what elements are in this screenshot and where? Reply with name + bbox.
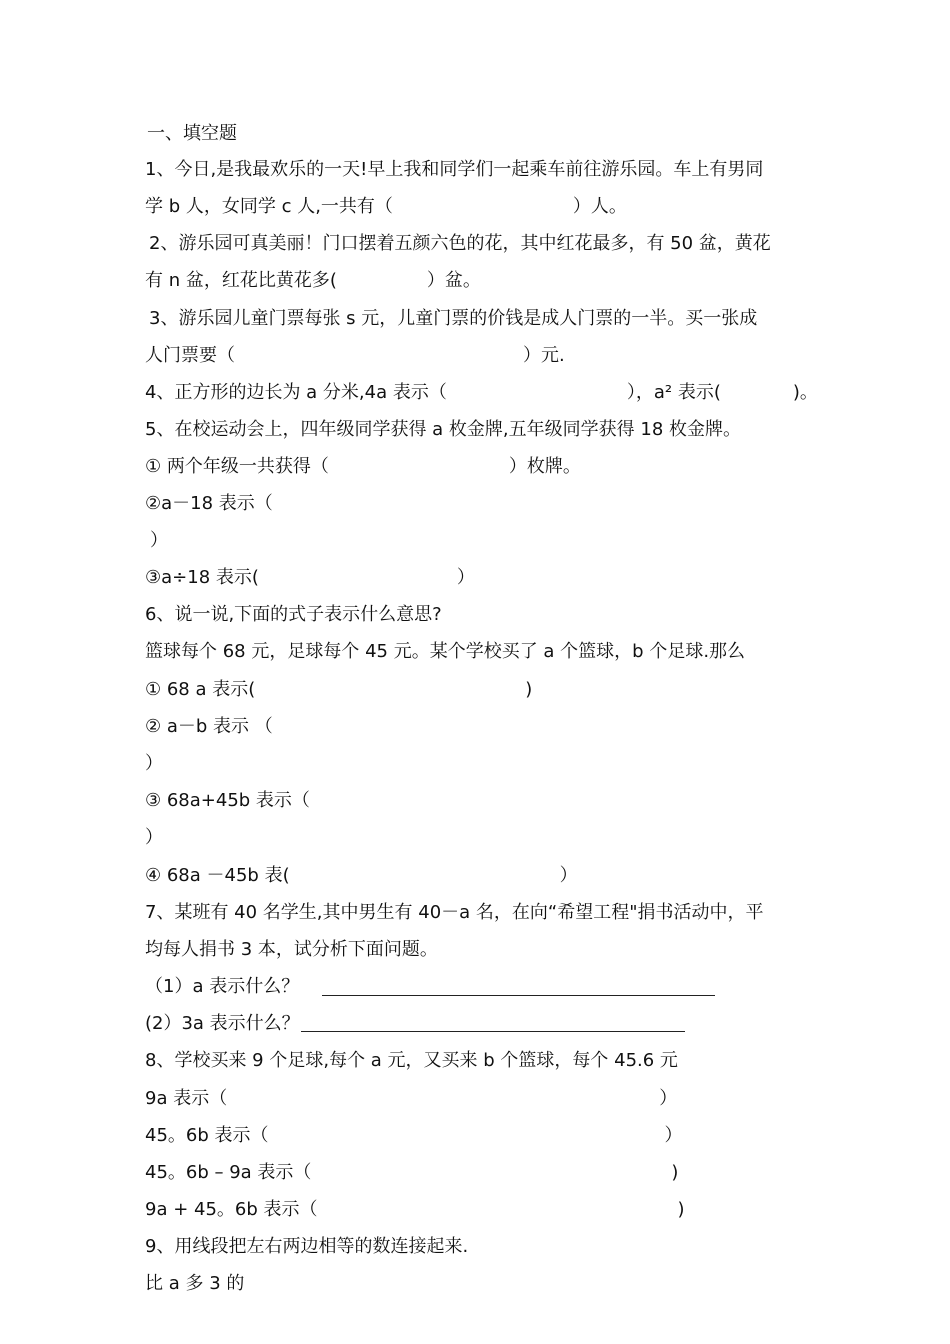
- q3-line2: 人门票要（ ）元.: [145, 345, 565, 366]
- q6-sub2: ② a－b 表示 （: [145, 716, 273, 737]
- q7-sub1-answer-line: [322, 995, 715, 996]
- q8-sub4: 9a + 45。6b 表示（ ): [145, 1199, 685, 1220]
- q8-sub2: 45。6b 表示（ ）: [145, 1125, 683, 1146]
- q5-sub2: ②a－18 表示（: [145, 493, 273, 514]
- q2-line1: 2、游乐园可真美丽！门口摆着五颜六色的花，其中红花最多，有 50 盆，黄花: [149, 233, 771, 254]
- q7-line1: 7、某班有 40 名学生,其中男生有 40－a 名，在向“希望工程"捐书活动中，平: [145, 902, 764, 923]
- q6-sub1: ① 68 a 表示( ): [145, 679, 533, 700]
- q5-sub3: ③a÷18 表示( ）: [145, 567, 475, 588]
- q4-line: 4、正方形的边长为 a 分米,4a 表示（ ），a² 表示( )。: [145, 382, 818, 403]
- q6-line2: 篮球每个 68 元，足球每个 45 元。某个学校买了 a 个篮球，b 个足球.那么: [145, 641, 746, 662]
- q5-sub1: ① 两个年级一共获得（ ）枚牌。: [145, 456, 581, 477]
- q7-sub2: (2）3a 表示什么？: [145, 1013, 300, 1034]
- q8-sub3: 45。6b – 9a 表示（ ): [145, 1162, 679, 1183]
- section-title: 一、填空题: [147, 123, 237, 144]
- q9-line1: 9、用线段把左右两边相等的数连接起来.: [145, 1236, 469, 1257]
- q9-item1: 比 a 多 3 的: [145, 1273, 245, 1294]
- q6-sub4: ④ 68a －45b 表( ）: [145, 865, 578, 886]
- q5-sub2-close: ）: [150, 530, 168, 551]
- q6-sub3: ③ 68a+45b 表示（: [145, 790, 310, 811]
- q1-line2: 学 b 人，女同学 c 人,一共有（ ）人。: [145, 196, 627, 217]
- q5-line1: 5、在校运动会上，四年级同学获得 a 枚金牌,五年级同学获得 18 枚金牌。: [145, 419, 741, 440]
- q8-line1: 8、学校买来 9 个足球,每个 a 元，又买来 b 个篮球，每个 45.6 元: [145, 1050, 678, 1071]
- q6-line1: 6、说一说,下面的式子表示什么意思?: [145, 604, 442, 625]
- q2-line2: 有 n 盆，红花比黄花多( ）盆。: [145, 270, 481, 291]
- q6-sub3-close: ）: [145, 827, 163, 848]
- q6-sub2-close: ）: [145, 753, 163, 774]
- q7-line2: 均每人捐书 3 本，试分析下面问题。: [145, 939, 438, 960]
- q7-sub2-answer-line: [301, 1031, 685, 1032]
- q7-sub1: （1）a 表示什么？: [145, 976, 300, 997]
- q8-sub1: 9a 表示（ ）: [145, 1088, 678, 1109]
- q1-line1: 1、今日,是我最欢乐的一天!早上我和同学们一起乘车前往游乐园。车上有男同: [145, 159, 764, 180]
- q3-line1: 3、游乐园儿童门票每张 s 元，儿童门票的价钱是成人门票的一半。买一张成: [149, 308, 758, 329]
